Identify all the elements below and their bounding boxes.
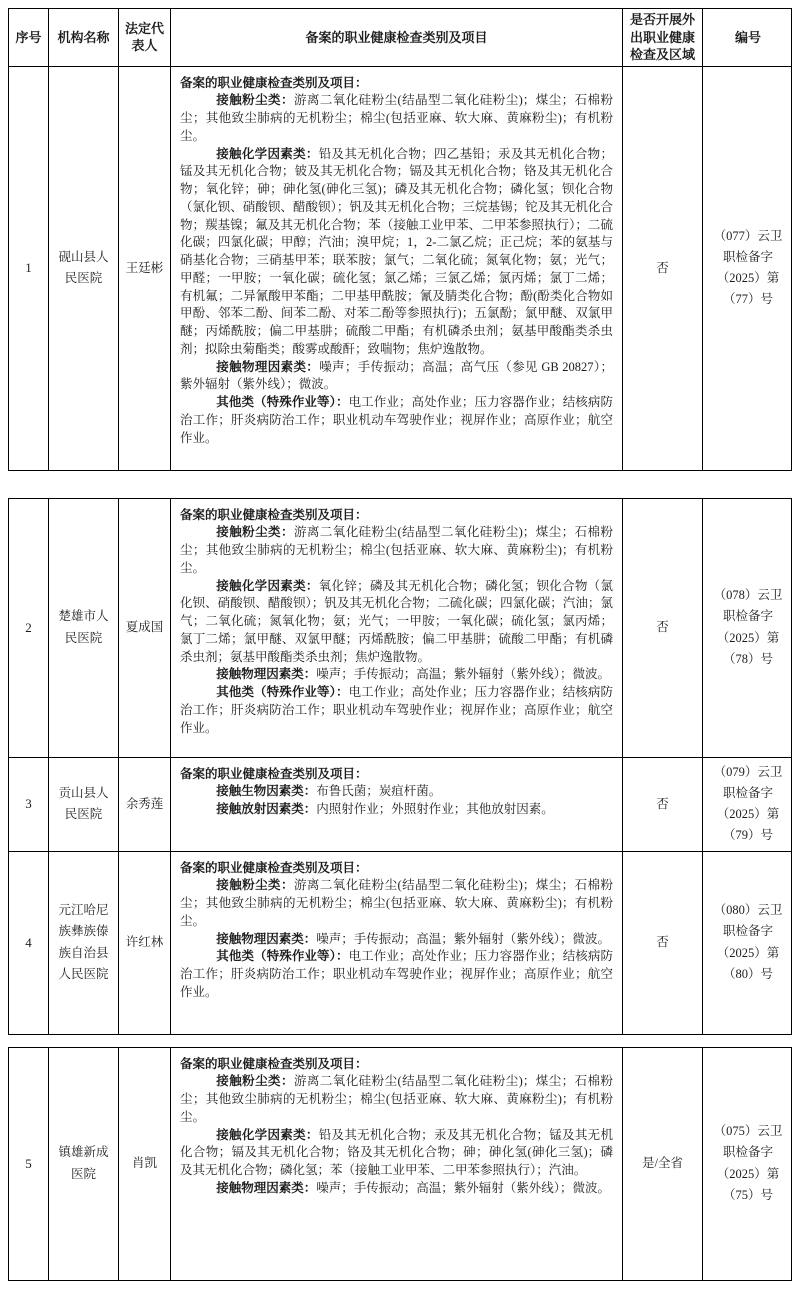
category-section [180, 948, 613, 1001]
page-break-gap [8, 1035, 792, 1047]
table-row [9, 851, 791, 1034]
seq-cell [9, 758, 49, 851]
category-label: 接触化学因素类： [216, 146, 319, 161]
category-items: 噪声；手传振动；高温；高气压（参见 GB 20827）；紫外辐射（紫外线）；微波。 [180, 359, 613, 392]
category-items: 铅及其无机化合物；四乙基铅；汞及其无机化合物；锰及其无机化合物；铍及其无机化合物；镉及其无机化合物；铬及其无机化合物；氧化锌；砷；砷化氢(砷化三氢)；磷及其无机化合物；磷化氢；钡化合物（氯化钡、硝酸钡、醋酸钡）；钒及其无机化合物；三烷基锡；铊及其无机化合物；羰基镍；氟及其无机化合物；苯（接触工业甲苯、二甲苯参照执行）；二硫化碳；四氯化碳；甲醇；汽油；溴甲烷；1，2-二氯乙烷；正己烷；苯的氨基与硝基化合物；三硝基甲苯；联苯胺；氯气；二氧化硫；氮氧化物；氨；光气；甲醛；一甲胺；一氧化碳；硫化氢；氯乙烯；三氯乙烯；氯丙烯；氯丁二烯；有机氟；二异氰酸甲苯酯；二甲基甲酰胺；氰及腈类化合物；酚(酚类化合物如甲酚、邻苯二酚、间苯二酚、对苯二酚等参照执行)；五氯酚；氯甲醚、双氯甲醚；丙烯酰胺；偏二甲基肼；硫酸二甲酯；有机磷杀虫剂；氨基甲酸酯类杀虫剂；拟除虫菊酯类；酸雾或酸酐；致喘物；焦炉逸散物。 [180, 146, 613, 356]
seq-number: 4 [25, 934, 32, 950]
category-items: 电工作业；高处作业；压力容器作业；结核病防治工作；肝炎病防治工作；职业机动车驾驶作业；视屏作业；高原作业；航空作业。 [180, 395, 613, 445]
category-items: 铅及其无机化合物；汞及其无机化合物；锰及其无机化合物；镉及其无机化合物；铬及其无机化合物；砷；砷化氢(砷化三氢)；磷及其无机化合物；磷化氢；苯（接触工业甲苯、二甲苯参照执行）；汽油。 [180, 1127, 613, 1178]
code-cell [703, 852, 793, 1034]
category-section [180, 524, 613, 577]
legal-rep-cell [119, 67, 171, 470]
org-name: 砚山县人民医院 [58, 249, 109, 286]
category-label: 接触物理因素类： [216, 667, 317, 682]
category-section [180, 666, 613, 684]
org-name-cell [49, 758, 119, 851]
table-row [9, 1048, 791, 1280]
content-cell [171, 852, 623, 1034]
table-row [9, 757, 791, 851]
category-items: 游离二氧化硅粉尘(结晶型二氧化硅粉尘)；煤尘；石棉粉尘；其他致尘肺病的无机粉尘；棉尘(包括亚麻、软大麻、黄麻粉尘)；有机粉尘。 [180, 525, 613, 575]
offsite-cell [623, 852, 703, 1034]
table-block-3 [8, 1047, 792, 1281]
org-name-cell [49, 499, 119, 757]
category-label: 其他类（特殊作业等）： [216, 395, 349, 410]
category-label: 接触物理因素类： [216, 1180, 317, 1195]
category-label: 接触放射因素类： [216, 802, 317, 817]
content-title: 备案的职业健康检查类别及项目： [180, 1056, 368, 1071]
content-title: 备案的职业健康检查类别及项目： [180, 766, 368, 781]
category-label: 接触物理因素类： [216, 359, 320, 374]
table-row [9, 499, 791, 757]
category-items: 布鲁氏菌；炭疽杆菌。 [316, 784, 442, 799]
category-section [180, 1127, 613, 1180]
category-label: 接触粉尘类： [216, 1074, 294, 1089]
category-section [180, 394, 613, 447]
content-title: 备案的职业健康检查类别及项目： [180, 860, 368, 875]
table-row [9, 66, 791, 470]
record-code: （080）云卫职检备字（2025）第（80）号 [713, 903, 783, 981]
org-name: 镇雄新成医院 [58, 1145, 109, 1181]
header-cell-content: 备案的职业健康检查类别及项目 [171, 9, 623, 66]
legal-rep-cell [119, 758, 171, 851]
offsite-cell [623, 499, 703, 757]
category-section [180, 1180, 613, 1198]
header-cell-org: 机构名称 [49, 9, 119, 66]
category-section [180, 1073, 613, 1126]
category-items: 电工作业；高处作业；压力容器作业；结核病防治工作；肝炎病防治工作；职业机动车驾驶作业；视屏作业；高原作业；航空作业。 [180, 685, 613, 735]
category-items: 噪声；手传振动；高温；紫外辐射（紫外线）；微波。 [316, 931, 611, 946]
category-items: 游离二氧化硅粉尘(结晶型二氧化硅粉尘)；煤尘；石棉粉尘；其他致尘肺病的无机粉尘；棉尘(包括亚麻、软大麻、黄麻粉尘)；有机粉尘。 [180, 878, 613, 928]
category-label: 接触物理因素类： [216, 931, 317, 946]
page-break-gap [8, 471, 792, 498]
category-label: 接触粉尘类： [216, 525, 294, 540]
seq-number: 3 [25, 796, 32, 812]
org-name-cell [49, 67, 119, 470]
header-cell-offsite: 是否开展外出职业健康检查及区域 [623, 9, 703, 66]
record-code: （077）云卫职检备字（2025）第（77）号 [713, 228, 783, 307]
table-block-1 [8, 8, 792, 471]
category-section [180, 146, 613, 359]
legal-rep-name: 王廷彬 [125, 260, 164, 275]
record-code: （078）云卫职检备字（2025）第（78）号 [713, 588, 783, 666]
header-cell-code: 编号 [734, 29, 761, 45]
table-block-2 [8, 498, 792, 1035]
category-items: 游离二氧化硅粉尘(结晶型二氧化硅粉尘)；煤尘；石棉粉尘；其他致尘肺病的无机粉尘；棉尘(包括亚麻、软大麻、黄麻粉尘)；有机粉尘。 [180, 93, 613, 143]
category-label: 其他类（特殊作业等）： [216, 685, 349, 700]
offsite-value: 是/全省 [642, 1156, 683, 1171]
org-name: 元江哈尼族彝族傣族自治县人民医院 [58, 903, 109, 981]
offsite-cell [623, 758, 703, 851]
offsite-value: 否 [656, 935, 669, 950]
code-cell [703, 499, 793, 757]
category-label: 接触化学因素类： [216, 1127, 319, 1142]
org-name-cell [49, 852, 119, 1034]
category-section [180, 578, 613, 667]
code-cell [703, 67, 793, 470]
category-label: 接触生物因素类： [216, 784, 317, 799]
legal-rep-cell [119, 852, 171, 1034]
category-section [180, 684, 613, 737]
seq-number: 5 [25, 1155, 32, 1171]
category-items: 氧化锌；磷及其无机化合物；磷化氢；钡化合物（氯化钡、硝酸钡、醋酸钡）；钒及其无机化合物；二硫化碳；四氯化碳；汽油；氯气；二氧化硫；氮氧化物；氨；光气；一甲胺；一氧化碳；硫化氢；氯丙烯；氯丁二烯；氯甲醚、双氯甲醚；丙烯酰胺；偏二甲基肼；硫酸二甲酯；有机磷杀虫剂；氨基甲酸酯类杀虫剂；焦炉逸散物。 [180, 578, 613, 664]
seq-cell [9, 852, 49, 1034]
record-code: （079）云卫职检备字（2025）第（79）号 [713, 764, 783, 843]
offsite-value: 否 [656, 620, 669, 635]
seq-number: 2 [25, 619, 32, 635]
seq-cell [9, 67, 49, 470]
offsite-value: 否 [656, 796, 669, 811]
seq-cell [9, 499, 49, 757]
content-title: 备案的职业健康检查类别及项目： [180, 75, 368, 90]
category-items: 游离二氧化硅粉尘(结晶型二氧化硅粉尘)；煤尘；石棉粉尘；其他致尘肺病的无机粉尘；棉尘(包括亚麻、软大麻、黄麻粉尘)；有机粉尘。 [180, 1074, 613, 1124]
category-items: 噪声；手传振动；高温；紫外辐射（紫外线）；微波。 [316, 1180, 611, 1195]
category-section [180, 783, 613, 801]
legal-rep-cell [119, 499, 171, 757]
category-label: 其他类（特殊作业等）： [216, 949, 349, 964]
legal-rep-name: 肖凯 [131, 1156, 157, 1171]
legal-rep-name: 夏成国 [125, 620, 164, 635]
header-cell-seq: 序号 [9, 9, 49, 66]
category-section [180, 931, 613, 949]
category-label: 接触粉尘类： [216, 93, 294, 108]
category-items: 噪声；手传振动；高温；紫外辐射（紫外线）；微波。 [316, 667, 611, 682]
legal-rep-name: 余秀莲 [125, 796, 164, 811]
category-section [180, 877, 613, 930]
content-cell [171, 1048, 623, 1280]
legal-rep-name: 许红林 [125, 935, 164, 950]
content-title: 备案的职业健康检查类别及项目： [180, 507, 368, 522]
code-cell [703, 1048, 793, 1280]
content-cell [171, 758, 623, 851]
category-items: 电工作业；高处作业；压力容器作业；结核病防治工作；肝炎病防治工作；职业机动车驾驶作业；视屏作业；高原作业；航空作业。 [180, 949, 613, 999]
offsite-cell [623, 67, 703, 470]
org-name-cell [49, 1048, 119, 1280]
legal-rep-cell [119, 1048, 171, 1280]
record-code: （075）云卫职检备字（2025）第（75）号 [713, 1124, 783, 1202]
header-cell-legal-rep: 法定代表人 [119, 9, 171, 66]
table-header-row [9, 9, 791, 66]
category-section [180, 801, 613, 819]
offsite-value: 否 [656, 260, 669, 275]
seq-number: 1 [25, 260, 32, 276]
code-cell [703, 758, 793, 851]
offsite-cell [623, 1048, 703, 1280]
org-name: 贡山县人民医院 [58, 785, 109, 822]
content-cell [171, 499, 623, 757]
seq-cell [9, 1048, 49, 1280]
category-section [180, 92, 613, 145]
category-items: 内照射作业；外照射作业；其他放射因素。 [316, 802, 554, 817]
category-label: 接触化学因素类： [216, 578, 319, 593]
org-name: 楚雄市人民医院 [58, 609, 109, 645]
category-section [180, 359, 613, 395]
category-label: 接触粉尘类： [216, 878, 294, 893]
content-cell [171, 67, 623, 470]
